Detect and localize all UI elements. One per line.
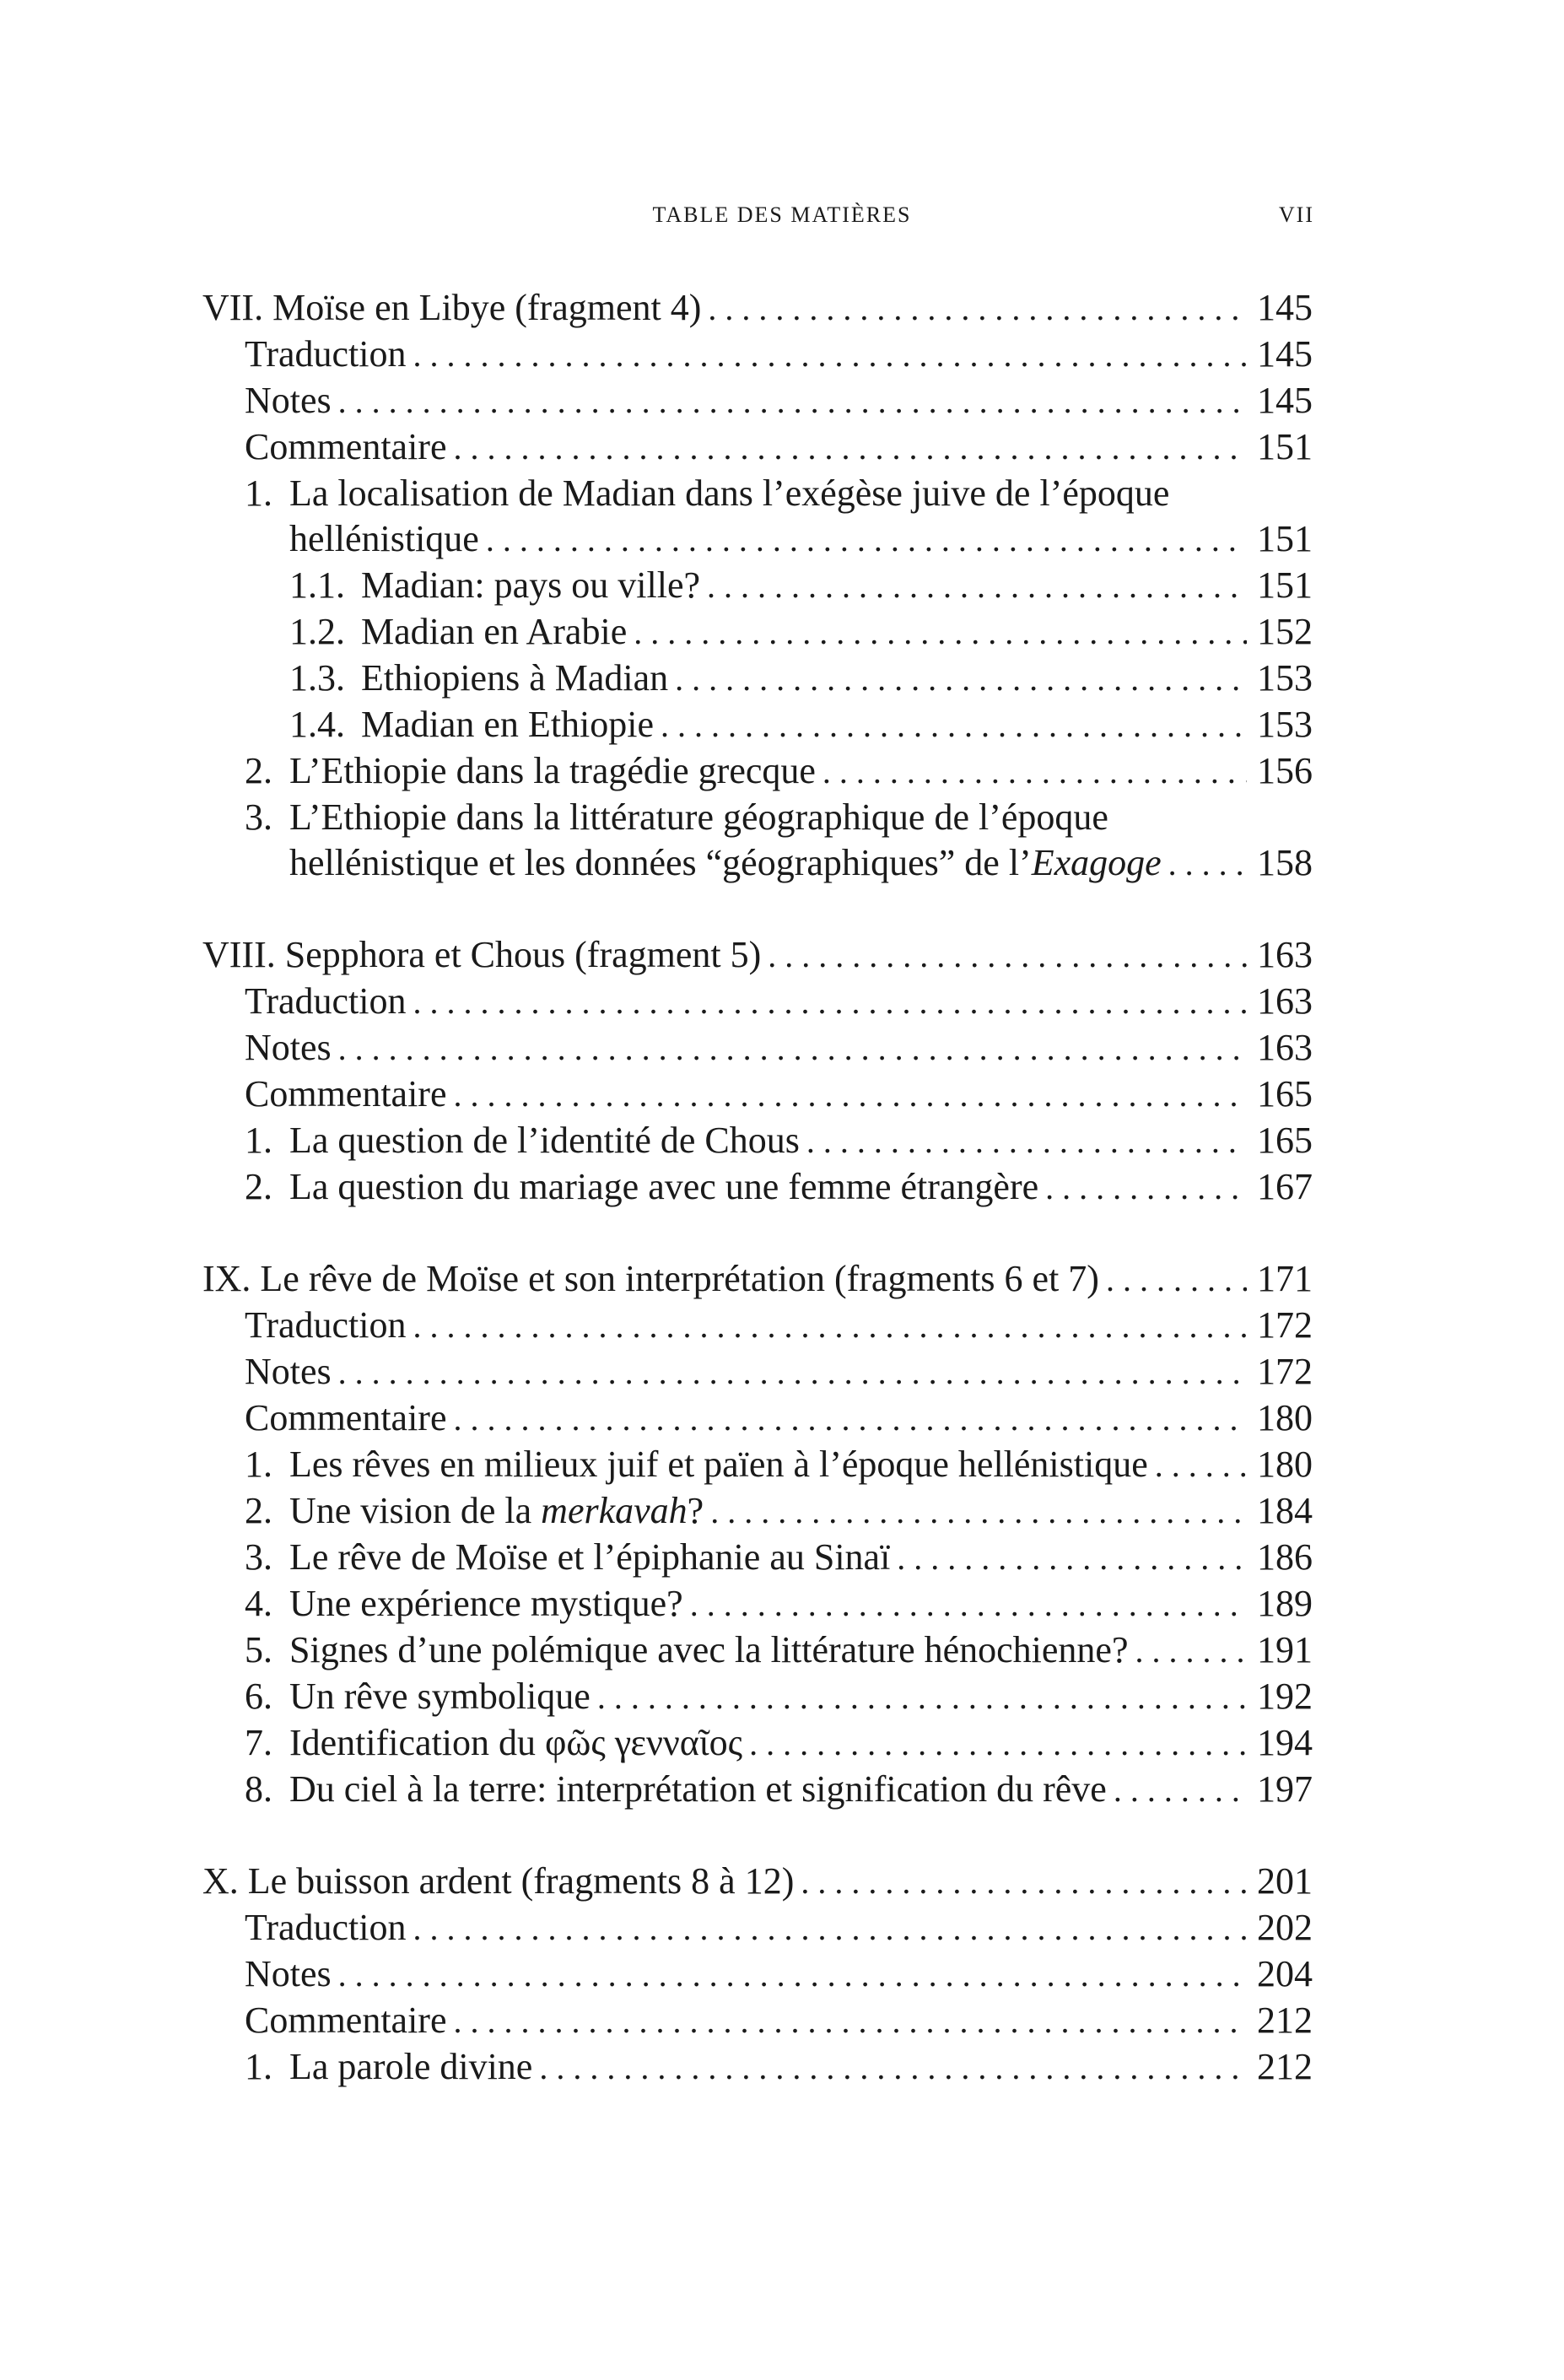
toc-entry-item[interactable]: 2. La question du mariage avec une femme étrangère . . . 167 (202, 1164, 1313, 1211)
toc-section-vii (202, 285, 1313, 887)
dot-leader (1155, 1443, 1247, 1488)
dot-leader (454, 1396, 1248, 1442)
running-title: TABLE DES MATIÈRES (652, 202, 912, 227)
dot-leader (897, 1535, 1247, 1581)
toc-entry-item[interactable]: 6. Un rêve symbolique . . . 192 (202, 1674, 1313, 1720)
toc-entry-traduction[interactable]: Traduction . . . 172 (202, 1303, 1313, 1349)
dot-leader (1168, 841, 1247, 887)
dot-leader (454, 1999, 1248, 2044)
dot-leader (413, 1906, 1248, 1951)
dot-leader (749, 1721, 1247, 1767)
dot-leader (708, 286, 1247, 332)
dot-leader (822, 749, 1247, 795)
dot-leader (690, 1582, 1247, 1627)
toc-entry-notes[interactable]: Notes . . . 163 (202, 1025, 1313, 1071)
toc-entry-commentaire[interactable]: Commentaire . . . 165 (202, 1071, 1313, 1118)
toc-entry-chapter[interactable]: VII. Moïse en Libye (fragment 4) . . . 145 (202, 285, 1313, 332)
toc-entry-notes[interactable]: Notes . . . 172 (202, 1349, 1313, 1395)
dot-leader (413, 1303, 1248, 1349)
toc-entry-item[interactable]: 1. La localisation de Madian dans l’exégèse juive de l’époque (245, 472, 1170, 514)
dot-leader (661, 703, 1247, 748)
toc-entry-item[interactable]: 1. La question de l’identité de Chous . . . 165 (202, 1118, 1313, 1164)
dot-leader (486, 517, 1247, 563)
toc-section-x (202, 1859, 1313, 2091)
toc-entry-item-continued[interactable]: hellénistique . . . 151 (202, 516, 1313, 563)
dot-leader (1106, 1257, 1247, 1303)
dot-leader (1135, 1628, 1248, 1674)
dot-leader (413, 332, 1248, 378)
toc-entry-item[interactable]: 4. Une expérience mystique? . . . 189 (202, 1581, 1313, 1627)
toc-entry-item[interactable]: 7. Identification du φῶς γενναῖος . . . 194 (202, 1720, 1313, 1767)
dot-leader (801, 1859, 1247, 1905)
dot-leader (1114, 1767, 1247, 1813)
toc-section-viii (202, 932, 1313, 1211)
table-of-contents (202, 285, 1313, 2136)
toc-entry-item[interactable]: 3. L’Ethiopie dans la littérature géographique de l’époque (245, 796, 1108, 838)
toc-entry-item[interactable]: 2. Une vision de la merkavah? . . . 184 (202, 1488, 1313, 1535)
toc-entry-item[interactable]: 1. La parole divine . . . 212 (202, 2044, 1313, 2091)
toc-entry-subitem[interactable]: 1.3. Ethiopiens à Madian . . . 153 (202, 656, 1313, 702)
toc-entry-item[interactable]: 8. Du ciel à la terre: interprétation et signification du rêve . . . 197 (202, 1767, 1313, 1813)
dot-leader (338, 1350, 1247, 1395)
dot-leader (338, 1026, 1247, 1071)
toc-entry-commentaire[interactable]: Commentaire . . . 151 (202, 424, 1313, 471)
toc-entry-chapter[interactable]: X. Le buisson ardent (fragments 8 à 12) . . . 201 (202, 1859, 1313, 1905)
dot-leader (413, 980, 1248, 1025)
dot-leader (634, 610, 1247, 656)
dot-leader (597, 1675, 1247, 1720)
toc-entry-commentaire[interactable]: Commentaire . . . 212 (202, 1998, 1313, 2044)
page-number: VII (1278, 202, 1314, 227)
dot-leader (710, 1489, 1247, 1535)
dot-leader (806, 1119, 1247, 1164)
toc-entry-item[interactable]: 5. Signes d’une polémique avec la littérature hénochienne? . . . 191 (202, 1627, 1313, 1674)
dot-leader (454, 1072, 1248, 1118)
dot-leader (338, 1952, 1247, 1998)
toc-entry-traduction[interactable]: Traduction . . . 202 (202, 1905, 1313, 1951)
toc-entry-item-continued[interactable]: hellénistique et les données “géographiques” de l’Exagoge . . . 158 (202, 840, 1313, 887)
toc-entry-item[interactable]: 3. Le rêve de Moïse et l’épiphanie au Sinaï . . . 186 (202, 1535, 1313, 1581)
dot-leader (338, 379, 1247, 424)
toc-entry-chapter[interactable]: IX. Le rêve de Moïse et son interprétation (fragments 6 et 7) . . . 171 (202, 1256, 1313, 1303)
toc-entry-notes[interactable]: Notes . . . 204 (202, 1951, 1313, 1998)
toc-entry-traduction[interactable]: Traduction . . . 163 (202, 979, 1313, 1025)
dot-leader (539, 2045, 1247, 2091)
toc-entry-subitem[interactable]: 1.1. Madian: pays ou ville? . . . 151 (202, 563, 1313, 609)
dot-leader (675, 656, 1247, 702)
dot-leader (707, 564, 1247, 609)
toc-entry-item[interactable]: 1. Les rêves en milieux juif et païen à l’époque hellénistique . . . 180 (202, 1442, 1313, 1488)
toc-entry-subitem[interactable]: 1.2. Madian en Arabie . . . 152 (202, 609, 1313, 656)
toc-entry-chapter[interactable]: VIII. Sepphora et Chous (fragment 5) . . . 163 (202, 932, 1313, 979)
toc-section-ix (202, 1256, 1313, 1813)
toc-entry-notes[interactable]: Notes . . . 145 (202, 378, 1313, 424)
page-header (0, 202, 1564, 236)
dot-leader (768, 933, 1247, 979)
dot-leader (454, 425, 1248, 471)
dot-leader (1045, 1165, 1247, 1211)
toc-entry-item[interactable]: 2. L’Ethiopie dans la tragédie grecque . . . 156 (202, 748, 1313, 795)
toc-entry-subitem[interactable]: 1.4. Madian en Ethiopie . . . 153 (202, 702, 1313, 748)
toc-entry-traduction[interactable]: Traduction . . . 145 (202, 332, 1313, 378)
toc-entry-commentaire[interactable]: Commentaire . . . 180 (202, 1395, 1313, 1442)
